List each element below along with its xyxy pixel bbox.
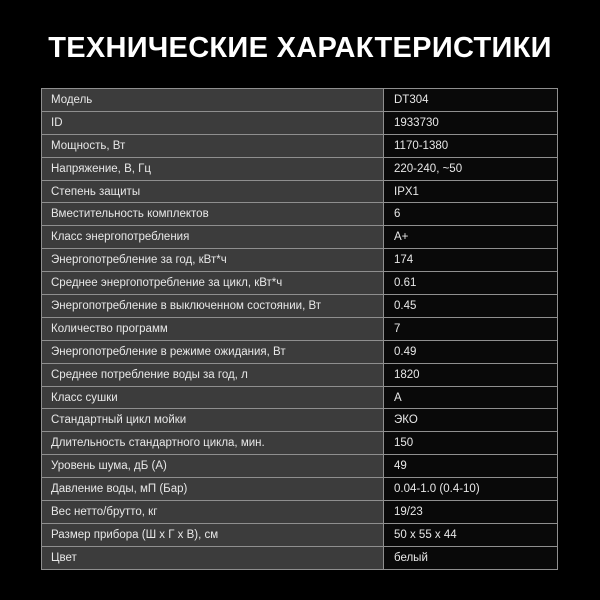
spec-value: 220-240, ~50 (384, 157, 558, 180)
table-row (42, 546, 558, 569)
spec-label: Среднее потребление воды за год, л (42, 363, 384, 386)
table-row (42, 295, 558, 318)
spec-label: Размер прибора (Ш х Г х В), см (42, 523, 384, 546)
spec-value: 0.45 (384, 295, 558, 318)
spec-value: 19/23 (384, 501, 558, 524)
table-row (42, 455, 558, 478)
table-row (42, 523, 558, 546)
spec-label: Стандартный цикл мойки (42, 409, 384, 432)
spec-value: 1933730 (384, 111, 558, 134)
spec-value: 1820 (384, 363, 558, 386)
spec-value: A+ (384, 226, 558, 249)
table-row (42, 317, 558, 340)
spec-label: Энергопотребление в режиме ожидания, Вт (42, 340, 384, 363)
table-row (42, 111, 558, 134)
spec-label: Класс сушки (42, 386, 384, 409)
spec-label: Давление воды, мП (Бар) (42, 478, 384, 501)
spec-label: Количество программ (42, 317, 384, 340)
page-title: ТЕХНИЧЕСКИЕ ХАРАКТЕРИСТИКИ (48, 32, 552, 64)
spec-label: Вместительность комплектов (42, 203, 384, 226)
spec-label: Длительность стандартного цикла, мин. (42, 432, 384, 455)
table-row (42, 386, 558, 409)
spec-label: Степень защиты (42, 180, 384, 203)
table-row (42, 226, 558, 249)
table-row (42, 478, 558, 501)
spec-value: 150 (384, 432, 558, 455)
spec-label: Энергопотребление в выключенном состоянии, Вт (42, 295, 384, 318)
spec-label: Напряжение, В, Гц (42, 157, 384, 180)
spec-value: IPX1 (384, 180, 558, 203)
table-row (42, 409, 558, 432)
spec-value: 0.61 (384, 272, 558, 295)
spec-label: Цвет (42, 546, 384, 569)
spec-label: Уровень шума, дБ (А) (42, 455, 384, 478)
spec-label: Вес нетто/брутто, кг (42, 501, 384, 524)
spec-label: Мощность, Вт (42, 134, 384, 157)
spec-label: Модель (42, 89, 384, 112)
spec-value: DT304 (384, 89, 558, 112)
table-row (42, 363, 558, 386)
spec-value: 50 x 55 x 44 (384, 523, 558, 546)
spec-label: Среднее энергопотребление за цикл, кВт*ч (42, 272, 384, 295)
spec-value: 6 (384, 203, 558, 226)
table-row (42, 180, 558, 203)
specs-table (41, 88, 558, 570)
table-row (42, 203, 558, 226)
spec-label: Класс энергопотребления (42, 226, 384, 249)
table-row (42, 134, 558, 157)
table-row (42, 432, 558, 455)
spec-value: 7 (384, 317, 558, 340)
spec-value: 1170-1380 (384, 134, 558, 157)
table-row (42, 340, 558, 363)
spec-value: 0.49 (384, 340, 558, 363)
spec-value: ЭКО (384, 409, 558, 432)
spec-label: ID (42, 111, 384, 134)
table-row (42, 501, 558, 524)
spec-value: белый (384, 546, 558, 569)
spec-value: A (384, 386, 558, 409)
table-row (42, 157, 558, 180)
table-row (42, 89, 558, 112)
table-row (42, 249, 558, 272)
table-row (42, 272, 558, 295)
spec-value: 0.04-1.0 (0.4-10) (384, 478, 558, 501)
spec-value: 49 (384, 455, 558, 478)
spec-label: Энергопотребление за год, кВт*ч (42, 249, 384, 272)
spec-value: 174 (384, 249, 558, 272)
